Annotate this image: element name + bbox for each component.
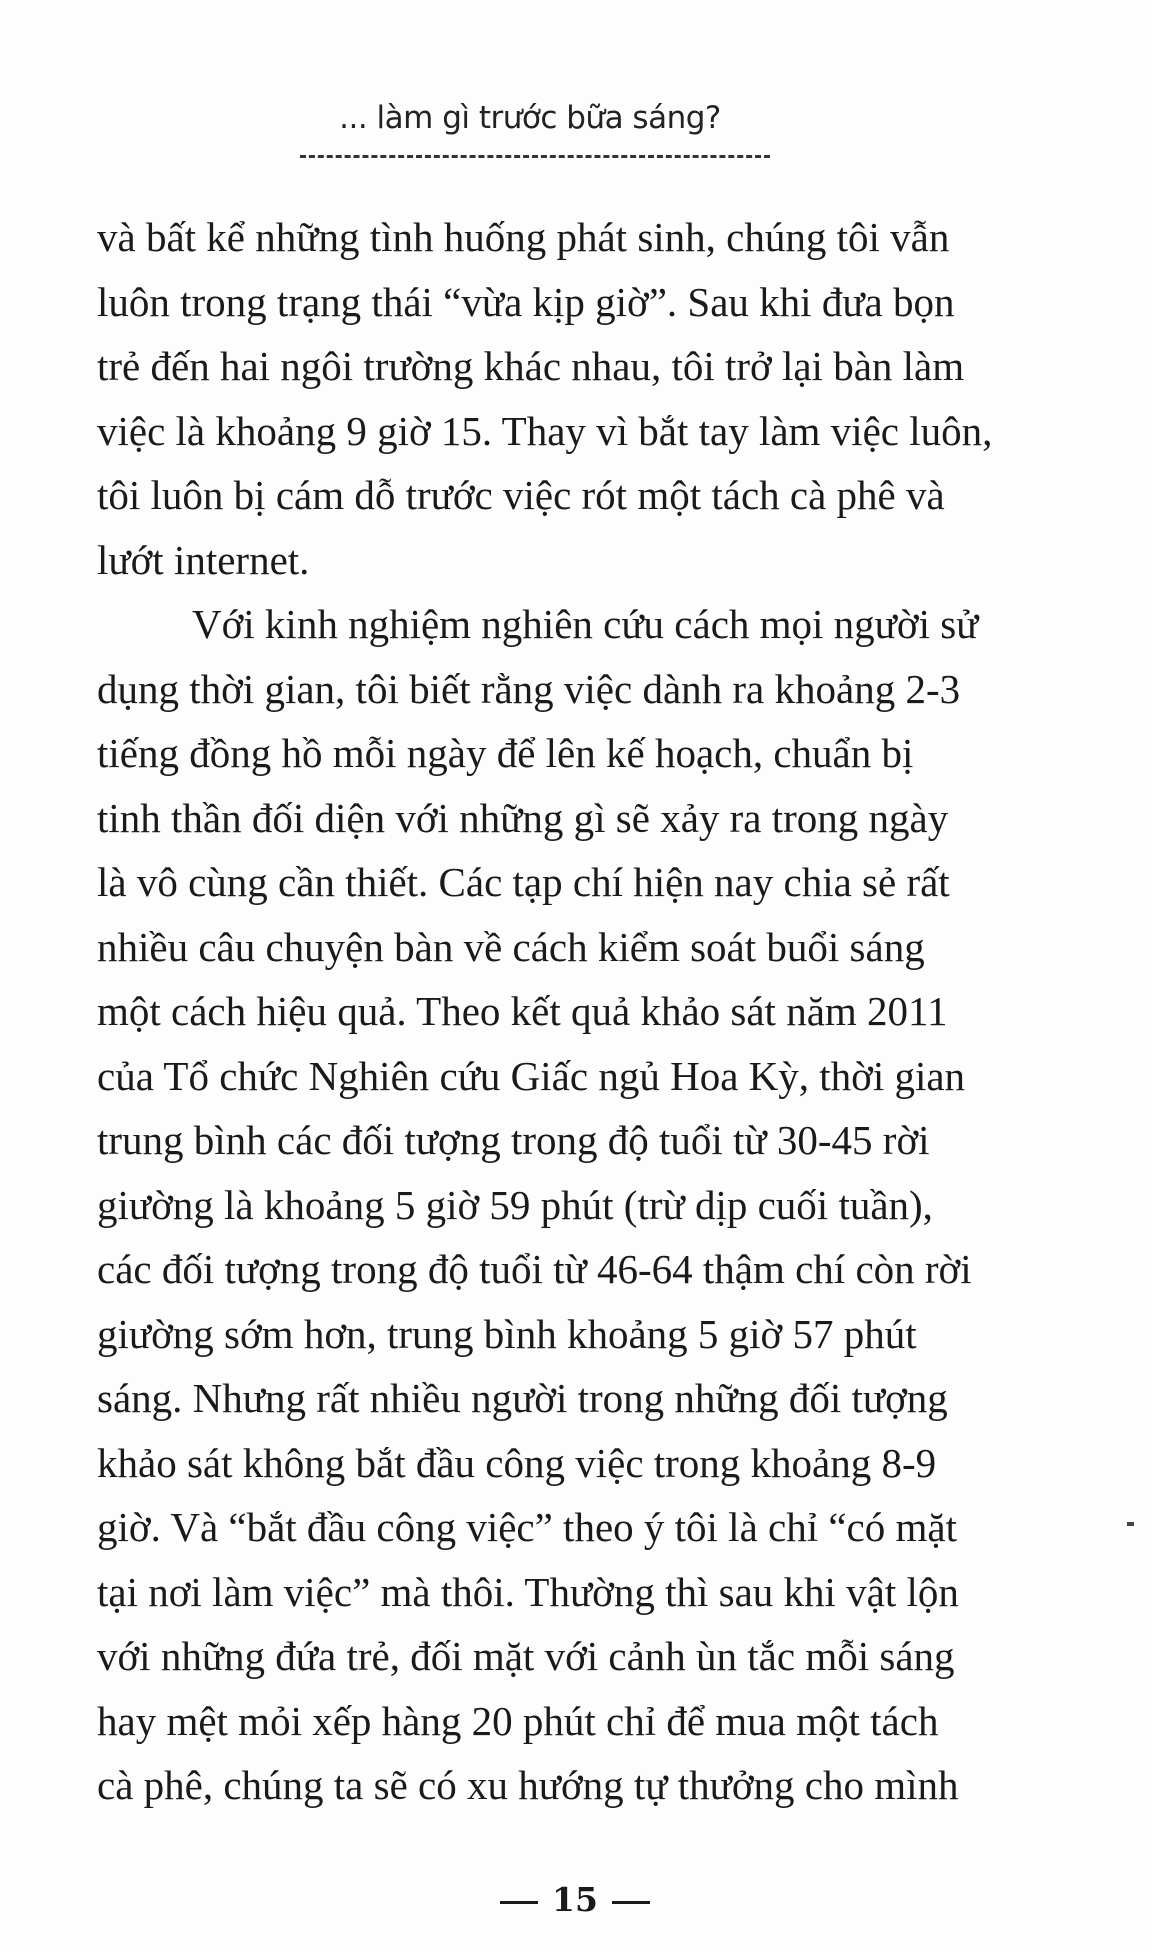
text-line: tinh thần đối diện với những gì sẽ xảy ra trong ngày bbox=[97, 794, 949, 841]
page-number-right-dash bbox=[612, 1901, 650, 1904]
text-line: các đối tượng trong độ tuổi từ 46-64 thậm chí còn rời bbox=[97, 1246, 972, 1292]
text-line: với những đứa trẻ, đối mặt với cảnh ùn tắc mỗi sáng bbox=[97, 1633, 955, 1679]
header-dashed-rule bbox=[300, 155, 770, 158]
body-text bbox=[97, 205, 1015, 1818]
text-line: giờ. Và “bắt đầu công việc” theo ý tôi là chỉ “có mặt bbox=[97, 1504, 957, 1550]
paragraph-first-line: Với kinh nghiệm nghiên cứu cách mọi người sử bbox=[192, 601, 979, 647]
text-line: trẻ đến hai ngôi trường khác nhau, tôi trở lại bàn làm bbox=[97, 343, 965, 389]
running-header: ... làm gì trước bữa sáng? bbox=[339, 100, 721, 136]
text-line: giường là khoảng 5 giờ 59 phút (trừ dịp cuối tuần), bbox=[97, 1181, 933, 1228]
text-line: việc là khoảng 9 giờ 15. Thay vì bắt tay làm việc luôn, bbox=[97, 407, 993, 454]
page-number-left-dash bbox=[500, 1901, 538, 1904]
text-line: hay mệt mỏi xếp hàng 20 phút chỉ để mua một tách bbox=[97, 1697, 939, 1744]
page-number: 15 bbox=[552, 1880, 598, 1919]
text-line: giường sớm hơn, trung bình khoảng 5 giờ 57 phút bbox=[97, 1310, 917, 1357]
margin-mark bbox=[1127, 1522, 1134, 1526]
text-line: dụng thời gian, tôi biết rằng việc dành ra khoảng 2-3 bbox=[97, 665, 961, 712]
text-line: luôn trong trạng thái “vừa kịp giờ”. Sau khi đưa bọn bbox=[97, 278, 955, 325]
text-line: là vô cùng cần thiết. Các tạp chí hiện nay chia sẻ rất bbox=[97, 859, 950, 905]
text-line: cà phê, chúng ta sẽ có xu hướng tự thưởng cho mình bbox=[97, 1762, 959, 1808]
text-line: một cách hiệu quả. Theo kết quả khảo sát năm 2011 bbox=[97, 988, 948, 1034]
text-line: nhiều câu chuyện bàn về cách kiểm soát buổi sáng bbox=[97, 923, 925, 970]
text-line: khảo sát không bắt đầu công việc trong khoảng 8-9 bbox=[97, 1439, 937, 1486]
text-line: trung bình các đối tượng trong độ tuổi từ 30-45 rời bbox=[97, 1117, 930, 1163]
text-line: tại nơi làm việc” mà thôi. Thường thì sau khi vật lộn bbox=[97, 1568, 959, 1615]
text-line: của Tổ chức Nghiên cứu Giấc ngủ Hoa Kỳ, thời gian bbox=[97, 1052, 966, 1099]
text-line: tiếng đồng hồ mỗi ngày để lên kế hoạch, chuẩn bị bbox=[97, 730, 914, 776]
page-number-footer bbox=[450, 1880, 700, 1919]
text-line: tôi luôn bị cám dỗ trước việc rót một tách cà phê và bbox=[97, 472, 945, 518]
text-line: lướt internet. bbox=[97, 536, 310, 583]
text-line: sáng. Nhưng rất nhiều người trong những đối tượng bbox=[97, 1375, 948, 1421]
text-line: và bất kể những tình huống phát sinh, chúng tôi vẫn bbox=[97, 214, 950, 260]
